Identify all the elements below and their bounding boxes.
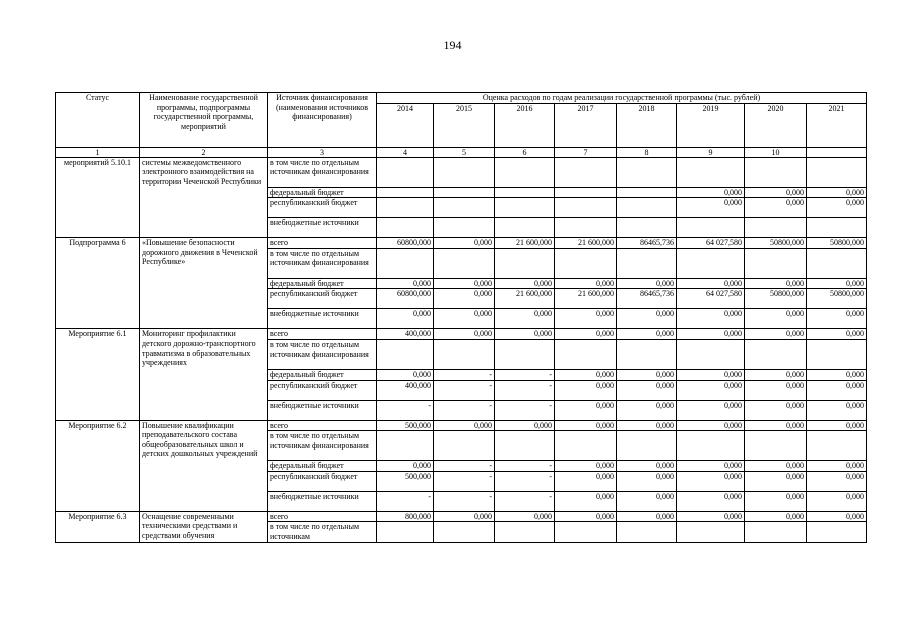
row-value (377, 431, 434, 461)
row-value: 0,000 (745, 278, 807, 289)
row-value (377, 339, 434, 369)
row-source: внебюджетные источники (268, 400, 377, 420)
row-value: 0,000 (434, 420, 495, 431)
row-value: 0,000 (677, 491, 745, 511)
row-status: Мероприятие 6.1 (56, 329, 140, 420)
row-value (617, 157, 677, 187)
header-year: 2014 (377, 103, 434, 147)
row-value (377, 187, 434, 198)
header-year: 2018 (617, 103, 677, 147)
row-value: 0,000 (555, 471, 617, 491)
row-value: 64 027,580 (677, 289, 745, 309)
row-value: - (377, 400, 434, 420)
row-value: 0,000 (555, 380, 617, 400)
row-value (617, 187, 677, 198)
row-value: 0,000 (434, 289, 495, 309)
row-value: 0,000 (617, 329, 677, 340)
row-status: мероприятий 5.10.1 (56, 157, 140, 238)
row-value: 0,000 (495, 278, 555, 289)
header-year: 2021 (807, 103, 867, 147)
row-source: республиканский бюджет (268, 471, 377, 491)
row-status: Мероприятие 6.3 (56, 511, 140, 542)
column-number-row (56, 147, 867, 157)
row-source: всего (268, 420, 377, 431)
table-body (56, 157, 867, 542)
row-value: 0,000 (807, 491, 867, 511)
row-value: - (434, 491, 495, 511)
row-value: 50800,000 (807, 289, 867, 309)
row-value: 0,000 (677, 461, 745, 472)
row-value: 0,000 (434, 329, 495, 340)
header-year: 2020 (745, 103, 807, 147)
row-value (555, 218, 617, 238)
row-value: 0,000 (807, 420, 867, 431)
row-value: 21 600,000 (495, 238, 555, 249)
row-value: 50800,000 (745, 238, 807, 249)
row-value: 0,000 (617, 461, 677, 472)
header-name: Наименование государственной программы, подпрограммы государственной программы, мероприятий (140, 93, 268, 148)
row-value: - (495, 491, 555, 511)
row-value (377, 198, 434, 218)
row-value: 0,000 (807, 511, 867, 522)
row-value: 60800,000 (377, 289, 434, 309)
row-name: Мониторинг профилактики детского дорожно-транспортного травматизма в образовательных учреждениях (140, 329, 268, 420)
row-source: в том числе по отдельным источникам финансирования (268, 248, 377, 278)
row-value: 0,000 (677, 380, 745, 400)
row-value (677, 157, 745, 187)
row-value (617, 339, 677, 369)
row-source: республиканский бюджет (268, 289, 377, 309)
row-source: в том числе по отдельным источникам (268, 522, 377, 542)
row-value: 0,000 (807, 329, 867, 340)
row-source: всего (268, 329, 377, 340)
row-value: 0,000 (745, 329, 807, 340)
row-value: 0,000 (745, 471, 807, 491)
row-value: 0,000 (617, 380, 677, 400)
row-value: 0,000 (434, 309, 495, 329)
row-value (377, 218, 434, 238)
row-value: 0,000 (377, 309, 434, 329)
table-row (56, 420, 867, 431)
row-value: - (434, 369, 495, 380)
row-value (377, 248, 434, 278)
row-value (745, 339, 807, 369)
row-value: 64 027,580 (677, 238, 745, 249)
row-source: в том числе по отдельным источникам финансирования (268, 431, 377, 461)
row-value: 0,000 (677, 309, 745, 329)
row-source: в том числе по отдельным источникам финансирования (268, 339, 377, 369)
row-value (677, 339, 745, 369)
row-value (807, 218, 867, 238)
row-value: 0,000 (495, 329, 555, 340)
table-row (56, 511, 867, 522)
column-number: 9 (677, 147, 745, 157)
row-source: всего (268, 238, 377, 249)
row-value (495, 157, 555, 187)
row-value: 21 600,000 (555, 238, 617, 249)
row-value (745, 157, 807, 187)
row-value (434, 198, 495, 218)
row-value (745, 431, 807, 461)
row-value: 0,000 (807, 400, 867, 420)
row-source: внебюджетные источники (268, 491, 377, 511)
row-value (434, 218, 495, 238)
row-value (617, 431, 677, 461)
row-name: Повышение квалификации преподавательского состава общеобразовательных школ и детских дошкольных учреждений (140, 420, 268, 511)
row-value: 0,000 (555, 309, 617, 329)
row-source: внебюджетные источники (268, 309, 377, 329)
row-value: 0,000 (807, 380, 867, 400)
column-number: 5 (434, 147, 495, 157)
row-value: 0,000 (617, 491, 677, 511)
row-value: 0,000 (555, 369, 617, 380)
column-number: 7 (555, 147, 617, 157)
row-value: 0,000 (677, 329, 745, 340)
table-row (56, 329, 867, 340)
row-value: 0,000 (555, 461, 617, 472)
row-value: 400,000 (377, 329, 434, 340)
row-value: 0,000 (745, 420, 807, 431)
row-value: 0,000 (745, 198, 807, 218)
row-value (807, 157, 867, 187)
row-source: федеральный бюджет (268, 187, 377, 198)
row-value (807, 339, 867, 369)
row-value: 0,000 (617, 471, 677, 491)
row-value: 0,000 (677, 278, 745, 289)
row-value (617, 218, 677, 238)
row-value: 0,000 (677, 471, 745, 491)
row-value: 0,000 (434, 511, 495, 522)
column-number: 10 (745, 147, 807, 157)
row-value (434, 187, 495, 198)
row-value (495, 339, 555, 369)
row-value: 0,000 (495, 511, 555, 522)
row-value: 0,000 (617, 511, 677, 522)
column-number: 4 (377, 147, 434, 157)
row-value: 0,000 (617, 369, 677, 380)
row-name: Оснащение современными техническими средствами и средствами обучения (140, 511, 268, 542)
row-value (745, 522, 807, 542)
page-number: 194 (443, 38, 462, 52)
row-value (677, 248, 745, 278)
row-value: - (495, 380, 555, 400)
column-number: 1 (56, 147, 140, 157)
column-number: 2 (140, 147, 268, 157)
row-value (677, 218, 745, 238)
row-name: системы межведомственного электронного взаимодействия на территории Чеченской Республики (140, 157, 268, 238)
row-value: 0,000 (495, 309, 555, 329)
row-value: - (495, 471, 555, 491)
header-year: 2015 (434, 103, 495, 147)
row-value: 0,000 (807, 187, 867, 198)
row-value: 0,000 (677, 198, 745, 218)
row-value: 0,000 (745, 369, 807, 380)
row-value (434, 522, 495, 542)
row-value: - (495, 400, 555, 420)
row-value: 0,000 (495, 420, 555, 431)
row-value: 21 600,000 (555, 289, 617, 309)
row-value (555, 187, 617, 198)
column-number (807, 147, 867, 157)
header-year: 2017 (555, 103, 617, 147)
table-row (56, 157, 867, 187)
row-value: 0,000 (555, 420, 617, 431)
row-value (555, 339, 617, 369)
table-header (56, 93, 867, 158)
row-value (377, 157, 434, 187)
row-value: 500,000 (377, 420, 434, 431)
row-source: всего (268, 511, 377, 522)
row-value (434, 431, 495, 461)
row-value (495, 248, 555, 278)
row-value (807, 248, 867, 278)
row-value (434, 157, 495, 187)
row-value: 500,000 (377, 471, 434, 491)
row-value: 0,000 (745, 380, 807, 400)
column-number: 8 (617, 147, 677, 157)
row-source: федеральный бюджет (268, 461, 377, 472)
row-value: - (434, 461, 495, 472)
row-value (617, 522, 677, 542)
header-status: Статус (56, 93, 140, 148)
column-number: 6 (495, 147, 555, 157)
row-value: 86465,736 (617, 289, 677, 309)
row-value: 0,000 (434, 238, 495, 249)
row-value: - (495, 461, 555, 472)
row-status: Подпрограмма 6 (56, 238, 140, 329)
row-source: республиканский бюджет (268, 380, 377, 400)
row-value: - (377, 491, 434, 511)
row-value: - (495, 369, 555, 380)
row-value (434, 248, 495, 278)
row-value (745, 218, 807, 238)
row-value: 50800,000 (745, 289, 807, 309)
row-value (377, 522, 434, 542)
header-year: 2019 (677, 103, 745, 147)
row-value: 0,000 (617, 309, 677, 329)
row-value: 0,000 (807, 198, 867, 218)
row-value: 0,000 (677, 511, 745, 522)
row-value: 0,000 (745, 187, 807, 198)
column-number: 3 (268, 147, 377, 157)
row-value (617, 198, 677, 218)
row-value: - (434, 380, 495, 400)
header-estimate: Оценка расходов по годам реализации государственной программы (тыс. рублей) (377, 93, 867, 104)
row-value: 0,000 (745, 511, 807, 522)
row-source: республиканский бюджет (268, 198, 377, 218)
row-value: 60800,000 (377, 238, 434, 249)
row-value: 21 600,000 (495, 289, 555, 309)
row-value: 0,000 (745, 491, 807, 511)
row-value (807, 522, 867, 542)
row-value: 0,000 (555, 400, 617, 420)
row-source: федеральный бюджет (268, 278, 377, 289)
row-value: 0,000 (677, 400, 745, 420)
row-value: 400,000 (377, 380, 434, 400)
row-value: 0,000 (617, 420, 677, 431)
row-value (555, 431, 617, 461)
row-value: 0,000 (745, 461, 807, 472)
row-value (434, 339, 495, 369)
row-value (677, 431, 745, 461)
header-source: Источник финансирования (наименования источников финансирования) (268, 93, 377, 148)
row-value (495, 218, 555, 238)
budget-table (55, 92, 867, 543)
row-value: 0,000 (377, 461, 434, 472)
row-value: 0,000 (807, 471, 867, 491)
row-source: внебюджетные источники (268, 218, 377, 238)
row-value: - (434, 400, 495, 420)
row-value: 0,000 (807, 461, 867, 472)
row-value: 0,000 (377, 369, 434, 380)
row-value (555, 157, 617, 187)
row-source: федеральный бюджет (268, 369, 377, 380)
row-value: 800,000 (377, 511, 434, 522)
row-value (555, 248, 617, 278)
row-value: 0,000 (555, 278, 617, 289)
row-value: 0,000 (555, 511, 617, 522)
row-value (495, 431, 555, 461)
row-value: 86465,736 (617, 238, 677, 249)
row-value (495, 187, 555, 198)
row-value (495, 198, 555, 218)
row-value: 0,000 (807, 309, 867, 329)
row-value: 0,000 (745, 400, 807, 420)
row-value: 0,000 (677, 420, 745, 431)
row-value: - (434, 471, 495, 491)
row-value (745, 248, 807, 278)
row-value (555, 522, 617, 542)
row-value: 0,000 (807, 278, 867, 289)
table-row (56, 238, 867, 249)
row-value: 0,000 (677, 187, 745, 198)
row-value (617, 248, 677, 278)
row-value: 0,000 (617, 278, 677, 289)
row-value: 0,000 (377, 278, 434, 289)
row-source: в том числе по отдельным источникам финансирования (268, 157, 377, 187)
row-value (495, 522, 555, 542)
row-value: 0,000 (745, 309, 807, 329)
row-value: 50800,000 (807, 238, 867, 249)
row-value (677, 522, 745, 542)
row-status: Мероприятие 6.2 (56, 420, 140, 511)
row-value: 0,000 (555, 491, 617, 511)
row-value: 0,000 (617, 400, 677, 420)
row-value: 0,000 (677, 369, 745, 380)
row-value: 0,000 (807, 369, 867, 380)
row-value: 0,000 (555, 329, 617, 340)
row-value (555, 198, 617, 218)
row-value: 0,000 (434, 278, 495, 289)
header-year: 2016 (495, 103, 555, 147)
row-value (807, 431, 867, 461)
row-name: «Повышение безопасности дорожного движения в Чеченской Республике» (140, 238, 268, 329)
